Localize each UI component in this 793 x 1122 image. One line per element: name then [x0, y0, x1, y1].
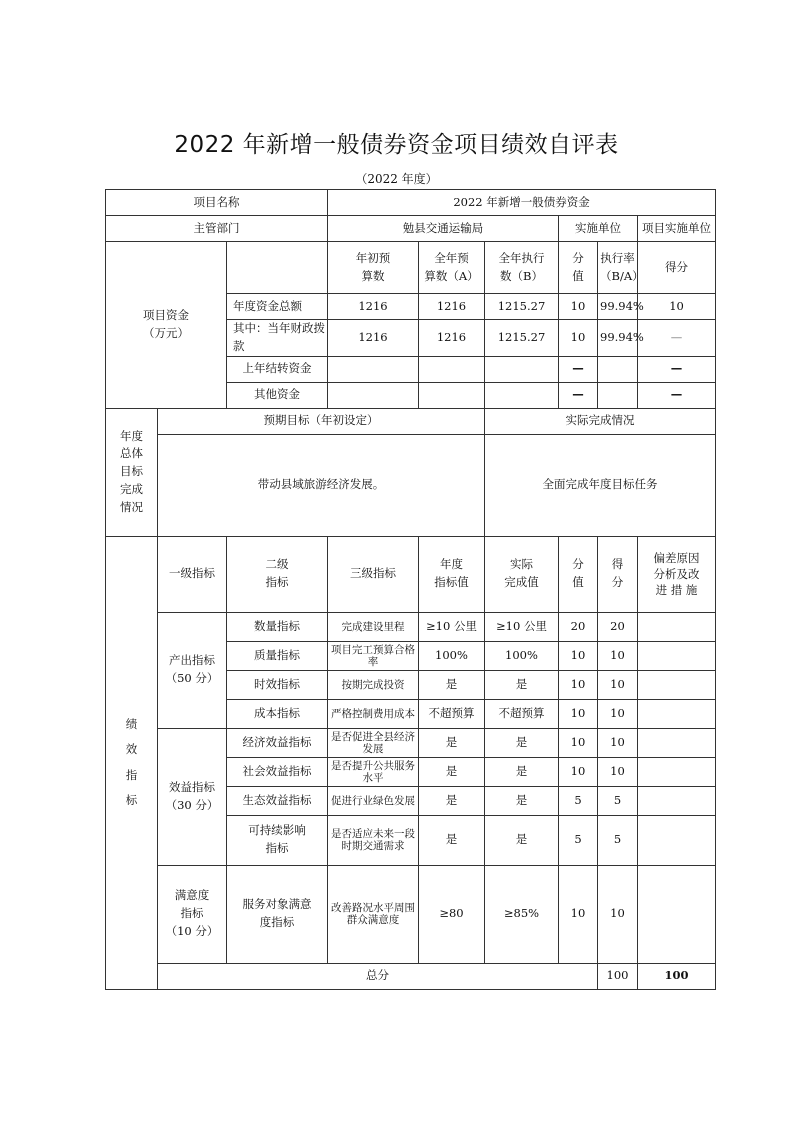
- perf-l3: 改善路况水平周围群众满意度: [328, 865, 419, 963]
- funds-row-label: 其他资金: [227, 382, 328, 408]
- funds-row-score-value: —: [559, 356, 598, 382]
- perf-group-name: 满意度 指标 （10 分）: [158, 865, 227, 963]
- perf-value: 10: [559, 641, 598, 670]
- perf-deviation: [638, 815, 716, 865]
- perf-deviation: [638, 641, 716, 670]
- perf-target: 是: [419, 786, 485, 815]
- funds-row-rate: 99.94%: [598, 320, 638, 357]
- funds-row-budget: 1216: [328, 320, 419, 357]
- perf-value: 20: [559, 612, 598, 641]
- perf-deviation: [638, 786, 716, 815]
- perf-score: 10: [598, 641, 638, 670]
- funds-row-exec: 1215.27: [485, 320, 559, 357]
- perf-l2: 服务对象满意 度指标: [227, 865, 328, 963]
- funds-row-label: 上年结转资金: [227, 356, 328, 382]
- perf-target: 100%: [419, 641, 485, 670]
- goals-label: 年度 总体 目标 完成 情况: [106, 408, 158, 536]
- perf-score: 10: [598, 670, 638, 699]
- funds-row-score-value: —: [559, 382, 598, 408]
- funds-row-exec: 1215.27: [485, 294, 559, 320]
- perf-value: 10: [559, 728, 598, 757]
- perf-score: 10: [598, 757, 638, 786]
- funds-row-annual: 1216: [419, 294, 485, 320]
- funds-row-score: 10: [638, 294, 716, 320]
- perf-l3: 项目完工预算合格率: [328, 641, 419, 670]
- perf-group-name: 产出指标 （50 分）: [158, 612, 227, 728]
- funds-row-budget: [328, 356, 419, 382]
- perf-deviation: [638, 670, 716, 699]
- perf-l2: 生态效益指标: [227, 786, 328, 815]
- perf-deviation: [638, 728, 716, 757]
- perf-value: 10: [559, 757, 598, 786]
- funds-row-score: —: [638, 356, 716, 382]
- perf-label: 绩 效 指 标: [106, 536, 158, 989]
- perf-l3: 是否提升公共服务水平: [328, 757, 419, 786]
- perf-score: 10: [598, 699, 638, 728]
- perf-header-l3: 三级指标: [328, 536, 419, 612]
- funds-row-exec: [485, 356, 559, 382]
- perf-header-value: 分 值: [559, 536, 598, 612]
- perf-target: 不超预算: [419, 699, 485, 728]
- perf-l2: 社会效益指标: [227, 757, 328, 786]
- perf-l3: 按期完成投资: [328, 670, 419, 699]
- goals-expected-header: 预期目标（年初设定）: [158, 408, 485, 434]
- perf-target: ≥10 公里: [419, 612, 485, 641]
- dept-label: 主管部门: [106, 216, 328, 242]
- perf-target: 是: [419, 815, 485, 865]
- perf-header-l2: 二级 指标: [227, 536, 328, 612]
- perf-deviation: [638, 865, 716, 963]
- perf-deviation: [638, 699, 716, 728]
- funds-row-score: —: [638, 320, 716, 357]
- perf-actual: 是: [485, 815, 559, 865]
- impl-unit-label: 实施单位: [559, 216, 638, 242]
- funds-row-rate: [598, 356, 638, 382]
- perf-l3: 是否适应未来一段时期交通需求: [328, 815, 419, 865]
- perf-l3: 严格控制费用成本: [328, 699, 419, 728]
- perf-header-target: 年度 指标值: [419, 536, 485, 612]
- self-evaluation-table: [105, 189, 716, 990]
- dept-value: 勉县交通运输局: [328, 216, 559, 242]
- funds-header-budget: 年初预 算数: [328, 242, 419, 294]
- perf-l2: 可持续影响 指标: [227, 815, 328, 865]
- perf-actual: 是: [485, 757, 559, 786]
- perf-header-score: 得 分: [598, 536, 638, 612]
- perf-l3: 完成建设里程: [328, 612, 419, 641]
- perf-deviation: [638, 757, 716, 786]
- funds-row-rate: 99.94%: [598, 294, 638, 320]
- perf-actual: ≥85%: [485, 865, 559, 963]
- perf-l2: 数量指标: [227, 612, 328, 641]
- funds-corner-cell: [227, 242, 328, 294]
- total-score: 100: [638, 963, 716, 989]
- perf-actual: 是: [485, 670, 559, 699]
- perf-score: 5: [598, 786, 638, 815]
- perf-header-deviation: 偏差原因 分析及改 进 措 施: [638, 536, 716, 612]
- perf-actual: 是: [485, 728, 559, 757]
- perf-score: 5: [598, 815, 638, 865]
- funds-row-budget: [328, 382, 419, 408]
- perf-deviation: [638, 612, 716, 641]
- funds-row-score-value: 10: [559, 294, 598, 320]
- funds-label: 项目资金 （万元）: [106, 242, 227, 409]
- funds-header-score: 得分: [638, 242, 716, 294]
- perf-header-l1: 一级指标: [158, 536, 227, 612]
- funds-row-annual: [419, 356, 485, 382]
- page-title: 2022 年新增一般债券资金项目绩效自评表: [174, 132, 619, 158]
- perf-actual: 是: [485, 786, 559, 815]
- perf-actual: 不超预算: [485, 699, 559, 728]
- funds-header-annual: 全年预 算数（A）: [419, 242, 485, 294]
- funds-row-annual: [419, 382, 485, 408]
- perf-l2: 经济效益指标: [227, 728, 328, 757]
- perf-target: 是: [419, 757, 485, 786]
- total-label: 总分: [158, 963, 598, 989]
- perf-score: 10: [598, 728, 638, 757]
- project-name-label: 项目名称: [106, 190, 328, 216]
- perf-value: 10: [559, 670, 598, 699]
- funds-row-score: —: [638, 382, 716, 408]
- goals-actual-header: 实际完成情况: [485, 408, 716, 434]
- perf-value: 5: [559, 815, 598, 865]
- funds-row-score-value: 10: [559, 320, 598, 357]
- funds-row-rate: [598, 382, 638, 408]
- perf-l2: 时效指标: [227, 670, 328, 699]
- perf-l3: 促进行业绿色发展: [328, 786, 419, 815]
- funds-header-score-value: 分 值: [559, 242, 598, 294]
- perf-group-name: 效益指标 （30 分）: [158, 728, 227, 865]
- funds-row-label: 其中：当年财政拨款: [227, 320, 328, 357]
- funds-row-annual: 1216: [419, 320, 485, 357]
- perf-score: 10: [598, 865, 638, 963]
- perf-value: 10: [559, 865, 598, 963]
- perf-value: 5: [559, 786, 598, 815]
- perf-target: 是: [419, 670, 485, 699]
- total-value: 100: [598, 963, 638, 989]
- perf-l3: 是否促进全县经济发展: [328, 728, 419, 757]
- funds-row-exec: [485, 382, 559, 408]
- impl-unit-value: 项目实施单位: [638, 216, 716, 242]
- funds-header-rate: 执行率 （B/A）: [598, 242, 638, 294]
- perf-actual: 100%: [485, 641, 559, 670]
- funds-row-label: 年度资金总额: [227, 294, 328, 320]
- perf-target: 是: [419, 728, 485, 757]
- perf-l2: 质量指标: [227, 641, 328, 670]
- perf-l2: 成本指标: [227, 699, 328, 728]
- perf-actual: ≥10 公里: [485, 612, 559, 641]
- funds-row-budget: 1216: [328, 294, 419, 320]
- perf-header-actual: 实际 完成值: [485, 536, 559, 612]
- page-subtitle: （2022 年度）: [355, 172, 438, 186]
- goals-expected: 带动县域旅游经济发展。: [158, 434, 485, 536]
- perf-value: 10: [559, 699, 598, 728]
- project-name-value: 2022 年新增一般债券资金: [328, 190, 716, 216]
- perf-target: ≥80: [419, 865, 485, 963]
- perf-score: 20: [598, 612, 638, 641]
- goals-actual: 全面完成年度目标任务: [485, 434, 716, 536]
- funds-header-exec: 全年执行 数（B）: [485, 242, 559, 294]
